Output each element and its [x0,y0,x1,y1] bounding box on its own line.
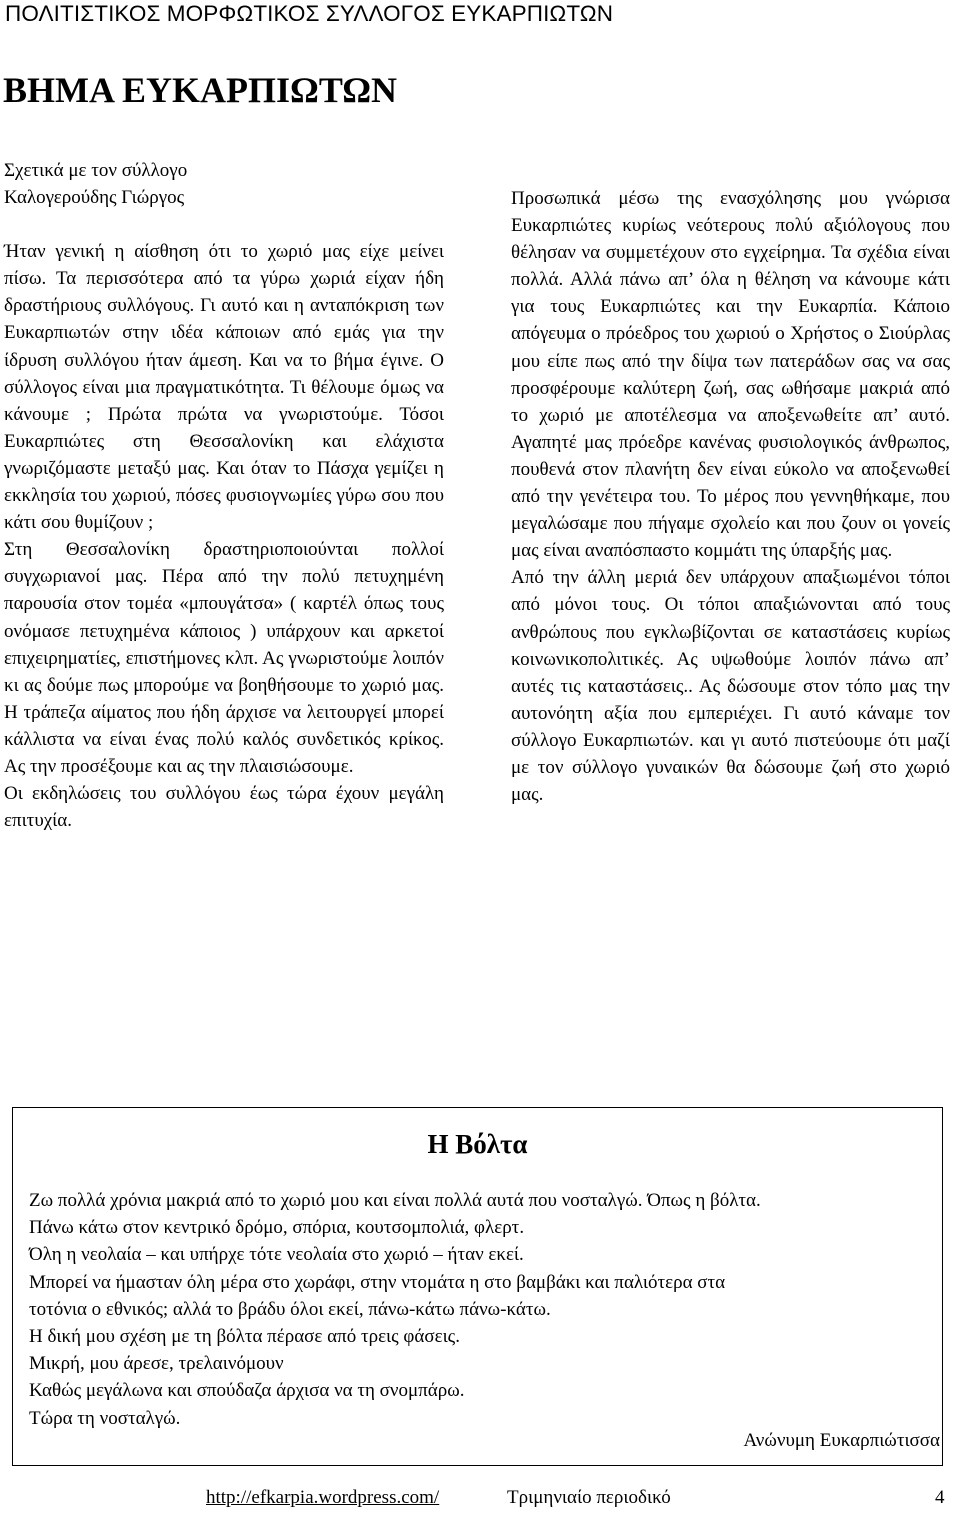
article-paragraph-4: Προσωπικά μέσω της ενασχόλησης μου γνώρισα Ευκαρπιώτες κυρίως νεότερους πολύ αξιόλογους που θέλησαν να συμμετέχουν στο εγχείρημα. Τα σχέδια είναι πολλά. Αλλά πάνω απ’ όλα η θέληση να κάνουμε κάτι για τους Ευκαρπιώτες και την Ευκαρπία. Κάποιο απόγευμα ο πρόεδρος του χωριού ο Χρήστος ο Σιούρλας μου είπε πως από την δίψα των πατεράδων σας να σας προσφέρουμε καλύτερη ζωή, σας ωθήσαμε μακριά από το χωριό με αποτέλεσμα να αποξενωθείτε απ’ αυτό. Αγαπητέ μας πρόεδρε κανένας φυσιολογικός άνθρωπος, πουθενά στον πλανήτη δεν είναι εύκολο να αποξενωθεί από την γενέτειρα του. Το μέρος που γεννηθήκαμε, που μεγαλώσαμε που πήγαμε σχολείο και που ζουν οι γονείς μας είναι αναπόσπαστο κομμάτι της ύπαρξής μας. [511,188,950,562]
article-left-column [4,157,444,834]
article-paragraph-2: Στη Θεσσαλονίκη δραστηριοποιούνται πολλοί συγχωριανοί μας. Πέρα από την πολύ πετυχημένη παρουσία στον τομέα «μπουγάτσα» ( καρτέλ όπως τους ονόμασε πετυχημένα κάποιος ) υπάρχουν και αρκετοί επιχειρηματίες, επιστήμονες κλπ. Ας γνωριστούμε λοιπόν κι ας δούμε πως μπορούμε να βοηθήσουμε το χωριό μας. Η τράπεζα αίματος που ήδη άρχισε να λειτουργεί μπορεί κάλλιστα να είναι ένας πολύ καλός συνδετικός κρίκος. Ας την προσέξουμε και ας την πλαισιώσουμε. [4,539,444,777]
article-subject: Σχετικά με τον σύλλογο [4,160,188,181]
volta-signature: Ανώνυμη Ευκαρπιώτισσα [743,1430,940,1451]
volta-line: Η δική μου σχέση με τη βόλτα πέρασε από τρεις φάσεις. [29,1326,460,1348]
volta-text [29,1187,939,1432]
paragraph-gap [4,211,444,238]
page-number: 4 [935,1487,945,1508]
article-paragraph-1: Ήταν γενική η αίσθηση ότι το χωριό μας είχε μείνει πίσω. Τα περισσότερα από τα γύρω χωριά είχαν ήδη δραστήριους συλλόγους. Γι αυτό και η ανταπόκριση των Ευκαρπιωτών στην ιδέα κάποιων από εμάς για την ίδρυση συλλόγου ήταν άμεση. Και να το βήμα έγινε. Ο σύλλογος είναι μια πραγματικότητα. Τι θέλουμε όμως να κάνουμε ; Πρώτα πρώτα να γνωριστούμε. Τόσοι Ευκαρπιώτες στη Θεσσαλονίκη και ελάχιστα γνωριζόμαστε μεταξύ μας. Και όταν το Πάσχα γεμίζει η εκκλησία του χωριού, πόσες φυσιογνωμίες γύρω σου που κάτι σου θυμίζουν ; [4,241,444,534]
volta-line: Μικρή, μου άρεσε, τρελαινόμουν [29,1353,284,1375]
volta-line: Όλη η νεολαία – και υπήρχε τότε νεολαία στο χωριό – ήταν εκεί. [29,1244,524,1266]
volta-line: Πάνω κάτω στον κεντρικό δρόμο, σπόρια, κουτσομπολιά, φλερτ. [29,1217,525,1239]
volta-line: Καθώς μεγάλωνα και σπούδαζα άρχισα να τη σνομπάρω. [29,1380,465,1402]
publication-description: Τριμηνιαίο περιοδικό [507,1487,671,1508]
volta-line: τοτόνια ο εθνικός; αλλά το βράδυ όλοι εκεί, πάνω-κάτω πάνω-κάτω. [29,1298,551,1320]
volta-title: Η Βόλτα [427,1129,528,1159]
article-paragraph-3: Οι εκδηλώσεις του συλλόγου έως τώρα έχουν μεγάλη επιτυχία. [4,783,444,832]
article-right-column [511,185,950,808]
article-paragraph-5: Από την άλλη μεριά δεν υπάρχουν απαξιωμένοι τόποι από μόνοι τους. Οι τόποι απαξιώνονται από τους ανθρώπους που εγκλωβίζονται σε καταστάσεις κυρίως κοινωνικοπολιτικές. Ας υψωθούμε λοιπόν πάνω απ’ αυτές τις καταστάσεις.. Ας δώσουμε στον τόπο μας την αυτονόητη αξία που εμπεριέχει. Γι αυτό κάναμε τον σύλλογο Ευκαρπιωτών. και γι αυτό πιστεύουμε ότι μαζί με τον σύλλογο γυναικών θα δώσουμε ζωή στο χωριό μας. [511,567,950,806]
volta-line: Τώρα τη νοσταλγώ. [29,1407,181,1429]
volta-line: Μπορεί να ήμασταν όλη μέρα στο χωράφι, στην ντομάτα η στο βαμβάκι και παλιότερα στα [29,1271,726,1293]
article-author: Καλογερούδης Γιώργος [4,187,185,209]
newsletter-title: ΒΗΜΑ ΕΥΚΑΡΠΙΩΤΩΝ [3,70,398,110]
volta-line: Ζω πολλά χρόνια μακριά από το χωριό μου και είναι πολλά αυτά που νοσταλγώ. Όπως η βόλτα. [29,1190,761,1211]
volta-box [12,1107,943,1466]
website-link[interactable]: http://efkarpia.wordpress.com/ [206,1487,440,1508]
organization-header: ΠΟΛΙΤΙΣΤΙΚΟΣ ΜΟΡΦΩΤΙΚΟΣ ΣΥΛΛΟΓΟΣ ΕΥΚΑΡΠΙΩΤΩΝ [5,1,614,26]
